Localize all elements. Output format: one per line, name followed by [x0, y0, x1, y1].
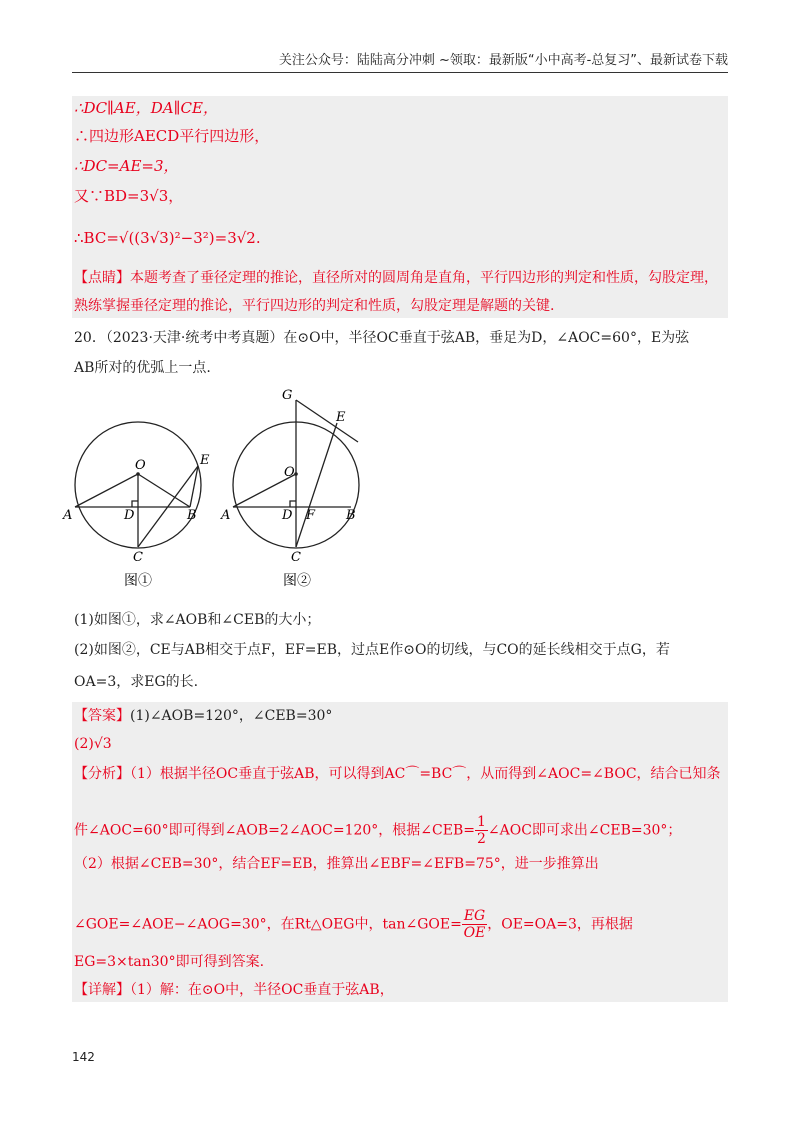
label-E: E — [200, 453, 210, 468]
label-O: O — [135, 458, 146, 473]
text-line: ∴DC=AE=3， — [74, 157, 179, 175]
detail-text: （1）解：在⊙O中，半径OC垂直于弦AB， — [130, 982, 394, 998]
geometry-figures — [60, 380, 380, 590]
label-A: A — [63, 508, 73, 523]
answer-line — [74, 706, 332, 726]
detail-tag: 【详解】 — [74, 982, 130, 998]
analysis-line — [74, 764, 721, 784]
problem-statement: AB所对的优弧上一点. — [74, 360, 211, 376]
analysis-line: （2）根据∠CEB=30°，结合EF=EB，推算出∠EBF=∠EFB=75°，进一步推算出 — [74, 856, 599, 872]
page-header: 关注公众号：陆陆高分冲刺 ~领取：最新版“小中高考-总复习”、最新试卷下载 — [72, 50, 728, 73]
label-D: D — [124, 508, 135, 523]
analysis-text: 件∠AOC=60°即可得到∠AOB=2∠AOC=120°，根据∠CEB= — [74, 822, 475, 839]
label-F: F — [306, 508, 316, 523]
analysis-tag: 【分析】 — [74, 766, 130, 782]
text-line: 又∵BD=3√3， — [74, 187, 184, 205]
text-line: ∴DC∥AE，DA∥CE， — [74, 99, 218, 117]
label-G: G — [282, 388, 293, 403]
figure-1 — [75, 422, 201, 548]
label-B2: B — [346, 508, 356, 523]
analysis-text: ，OE=OA=3，再根据 — [487, 916, 633, 933]
text-line: ∴四边形AECD平行四边形， — [74, 127, 270, 145]
label-D2: D — [282, 508, 293, 523]
figure-2-caption: 图② — [283, 573, 311, 589]
problem-statement: 20．（2023·天津·统考中考真题）在⊙O中，半径OC垂直于弦AB，垂足为D，∠AOC=60°，E为弦 — [74, 330, 690, 346]
question-2: (2)如图②，CE与AB相交于点F，EF=EB，过点E作⊙O的切线，与CO的延长线相交于点G，若 — [74, 642, 670, 658]
label-A2: A — [221, 508, 231, 523]
page-number: 142 — [72, 1050, 95, 1064]
commentary-line: 【点睛】本题考查了垂径定理的推论，直径所对的圆周角是直角，平行四边形的判定和性质，勾股定理， — [74, 270, 718, 286]
commentary-line: 熟练掌握垂径定理的推论，平行四边形的判定和性质，勾股定理是解题的关键. — [74, 298, 555, 314]
analysis-text: ∠GOE=∠AOE−∠AOG=30°，在Rt△OEG中，tan∠GOE= — [74, 916, 462, 933]
label-E2: E — [336, 410, 346, 425]
answer-line: (2)√3 — [74, 736, 112, 752]
question-1: (1)如图①，求∠AOB和∠CEB的大小； — [74, 612, 321, 628]
answer-text: (1)∠AOB=120°，∠CEB=30° — [130, 708, 333, 724]
label-C: C — [133, 550, 143, 565]
label-O2: O — [284, 465, 295, 480]
question-2: OA=3，求EG的长. — [74, 674, 199, 690]
fraction-half: $\frac{1}{2}$ — [476, 814, 486, 847]
detail-line — [74, 980, 394, 1000]
analysis-line — [74, 908, 633, 941]
analysis-line: EG=3×tan30°即可得到答案. — [74, 954, 265, 970]
label-C2: C — [291, 550, 301, 565]
text-line: ∴BC=√((3√3)²−3²)=3√2. — [74, 229, 261, 247]
label-B: B — [187, 508, 197, 523]
figure-1-caption: 图① — [124, 573, 152, 589]
fraction-eg-oe: $\frac{EG}{OE}$ — [463, 908, 486, 941]
answer-tag: 【答案】 — [74, 708, 130, 724]
analysis-text: ∠AOC即可求出∠CEB=30°； — [487, 822, 682, 839]
analysis-text: （1）根据半径OC垂直于弦AB，可以得到AC⌒=BC⌒，从而得到∠AOC=∠BOC，结合已知条 — [130, 766, 721, 782]
analysis-line — [74, 814, 681, 847]
